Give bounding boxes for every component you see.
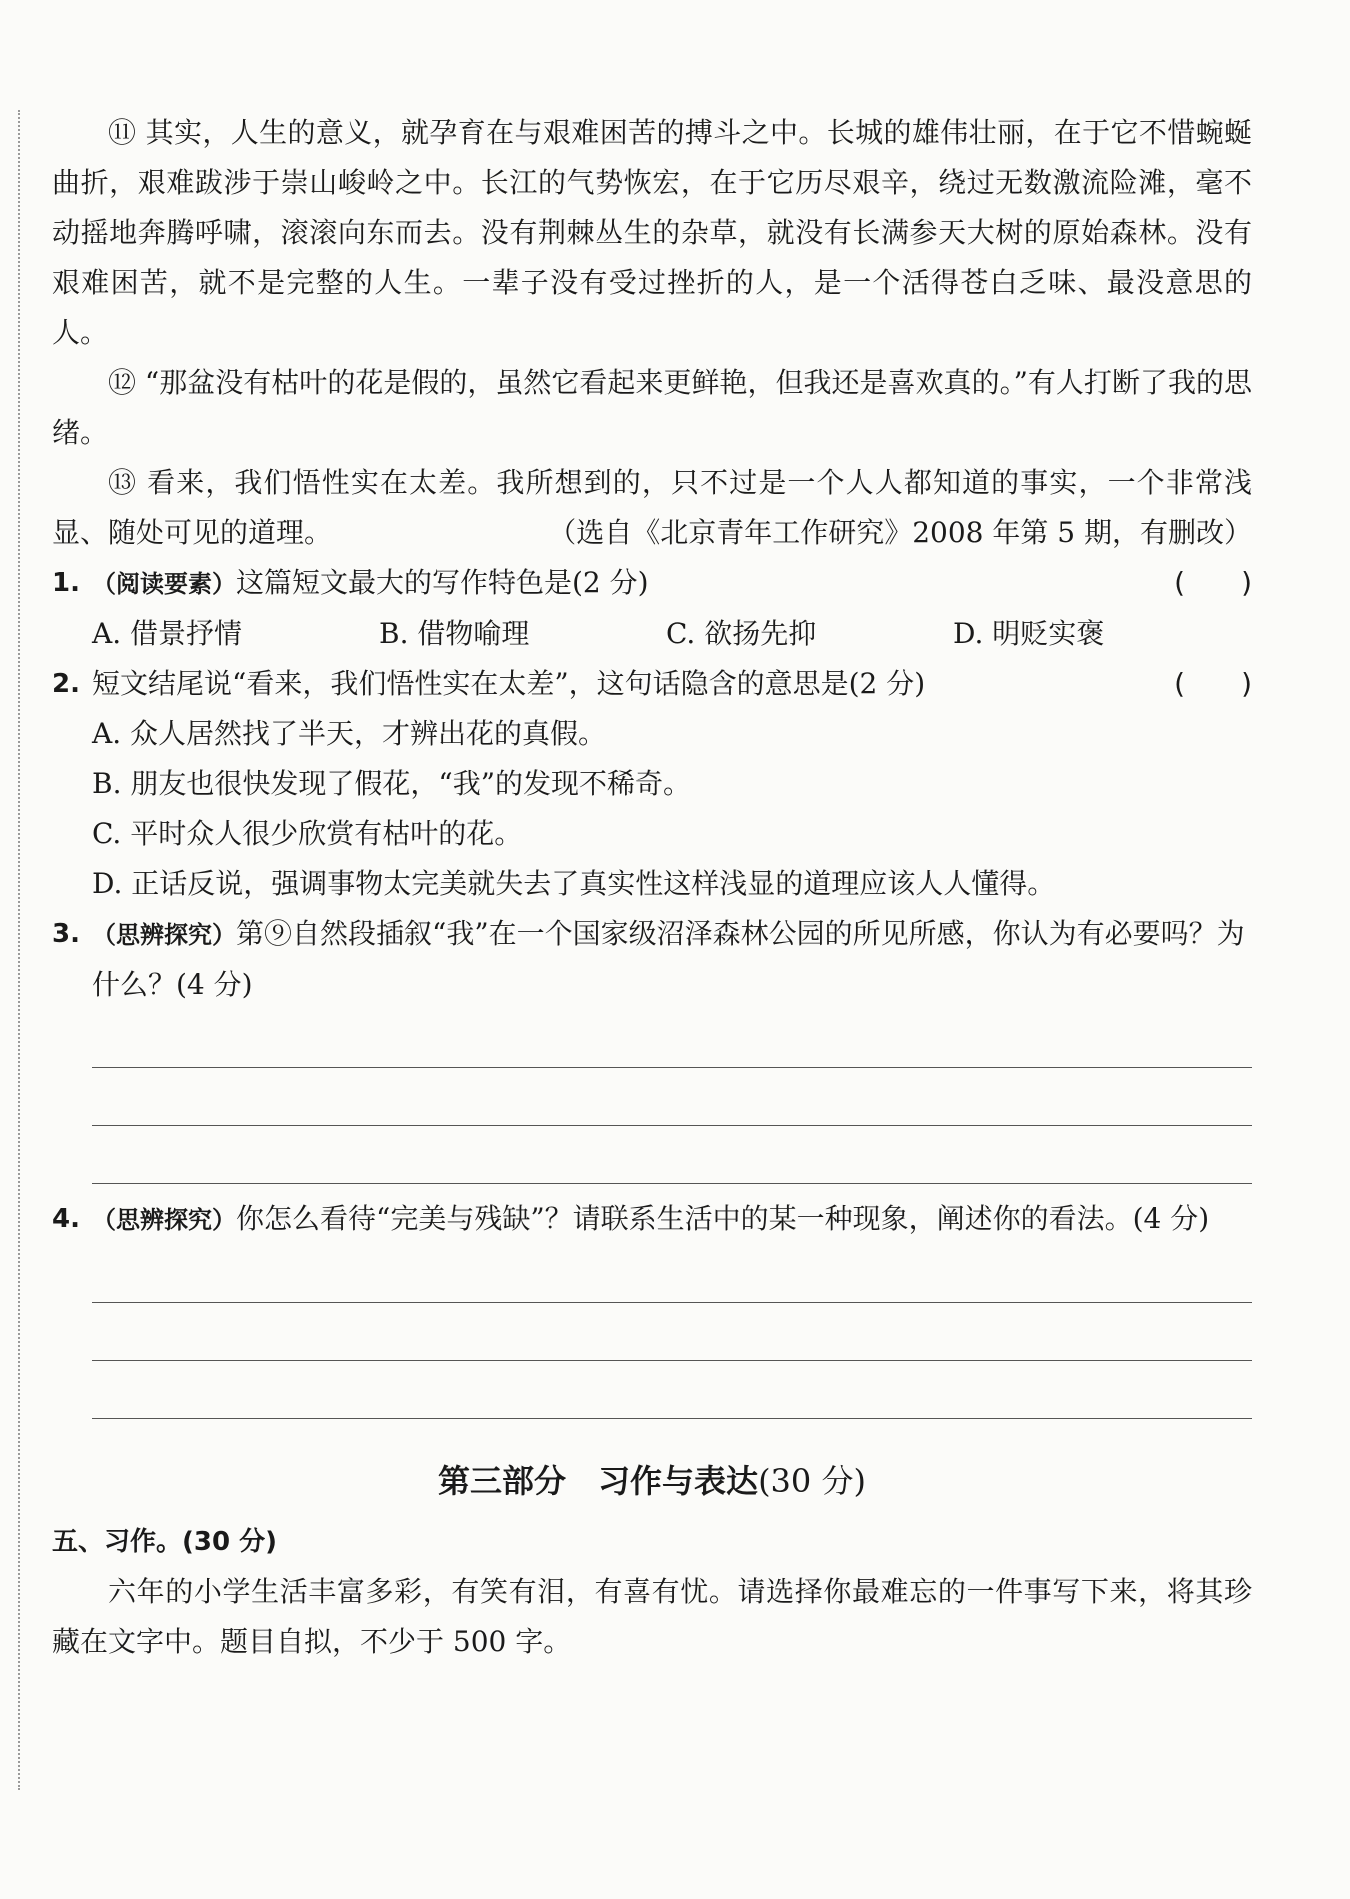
option-c[interactable]: C. 平时众人很少欣赏有枯叶的花。 xyxy=(92,817,523,850)
option-b[interactable]: B. 朋友也很快发现了假花，“我”的发现不稀奇。 xyxy=(92,767,692,800)
question-2 xyxy=(52,659,1252,709)
question-stem: 第⑨自然段插叙“我”在一个国家级沼泽森林公园的所见所感，你认为有必要吗？为什么？(4 分) xyxy=(92,917,1245,1001)
question-tag: （思辨探究） xyxy=(92,1205,236,1234)
section-points: (30 分) xyxy=(758,1462,866,1500)
question-4 xyxy=(52,1194,1252,1245)
question-number: 2. xyxy=(52,669,80,699)
answer-line[interactable] xyxy=(92,1126,1252,1184)
worksheet-page xyxy=(52,108,1252,1667)
answer-line[interactable] xyxy=(92,1361,1252,1419)
question-tag: （思辨探究） xyxy=(92,920,236,949)
option-d[interactable]: D. 正话反说，强调事物太完美就失去了真实性这样浅显的道理应该人人懂得。 xyxy=(92,867,1056,900)
question-3 xyxy=(52,909,1252,1010)
answer-line[interactable] xyxy=(92,1010,1252,1068)
passage-source: （选自《北京青年工作研究》2008 年第 5 期，有删改） xyxy=(548,516,1252,549)
section-title xyxy=(52,1453,1252,1509)
question-stem: 你怎么看待“完美与残缺”？请联系生活中的某一种现象，阐述你的看法。(4 分) xyxy=(236,1202,1210,1235)
question-1-options xyxy=(52,609,1252,659)
option-b[interactable]: B. 借物喻理 xyxy=(379,617,530,650)
answer-line[interactable] xyxy=(92,1245,1252,1303)
question-stem: 短文结尾说“看来，我们悟性实在太差”，这句话隐含的意思是(2 分) xyxy=(92,667,926,700)
question-tag: （阅读要素） xyxy=(92,569,236,598)
passage-paragraph-13: ⑬ 看来，我们悟性实在太差。我所想到的，只不过是一个人人都知道的事实，一个非常浅显、随处可见的道理。 xyxy=(52,466,1252,549)
question-number: 1. xyxy=(52,568,80,598)
passage-paragraph-12: ⑫ “那盆没有枯叶的花是假的，虽然它看起来更鲜艳，但我还是喜欢真的。”有人打断了我的思绪。 xyxy=(52,366,1252,449)
question-stem: 这篇短文最大的写作特色是(2 分) xyxy=(236,566,649,599)
writing-prompt: 六年的小学生活丰富多彩，有笑有泪，有喜有忧。请选择你最难忘的一件事写下来，将其珍藏在文字中。题目自拟，不少于 500 字。 xyxy=(52,1575,1252,1658)
question-number: 4. xyxy=(52,1204,80,1234)
question-1 xyxy=(52,558,1252,609)
answer-line[interactable] xyxy=(92,1068,1252,1126)
option-a[interactable]: A. 借景抒情 xyxy=(92,617,243,650)
option-c[interactable]: C. 欲扬先抑 xyxy=(666,617,817,650)
section-title-text: 第三部分 习作与表达 xyxy=(438,1462,759,1500)
passage-paragraph-11: ⑪ 其实，人生的意义，就孕育在与艰难困苦的搏斗之中。长城的雄伟壮丽，在于它不惜蜿蜒曲折，艰难跋涉于崇山峻岭之中。长江的气势恢宏，在于它历尽艰辛，绕过无数激流险滩，毫不动摇地奔腾呼啸，滚滚向东而去。没有荆棘丛生的杂草，就没有长满参天大树的原始森林。没有艰难困苦，就不是完整的人生。一辈子没有受过挫折的人，是一个活得苍白乏味、最没意思的人。 xyxy=(52,116,1252,349)
binding-margin-line xyxy=(18,110,20,1790)
answer-bracket[interactable]: ( ) xyxy=(1174,566,1252,599)
question-number: 3. xyxy=(52,919,80,949)
answer-bracket[interactable]: ( ) xyxy=(1174,667,1252,700)
answer-line[interactable] xyxy=(92,1303,1252,1361)
writing-heading: 五、习作。(30 分) xyxy=(52,1527,277,1557)
option-a[interactable]: A. 众人居然找了半天，才辨出花的真假。 xyxy=(92,717,607,750)
option-d[interactable]: D. 明贬实褒 xyxy=(953,617,1105,650)
